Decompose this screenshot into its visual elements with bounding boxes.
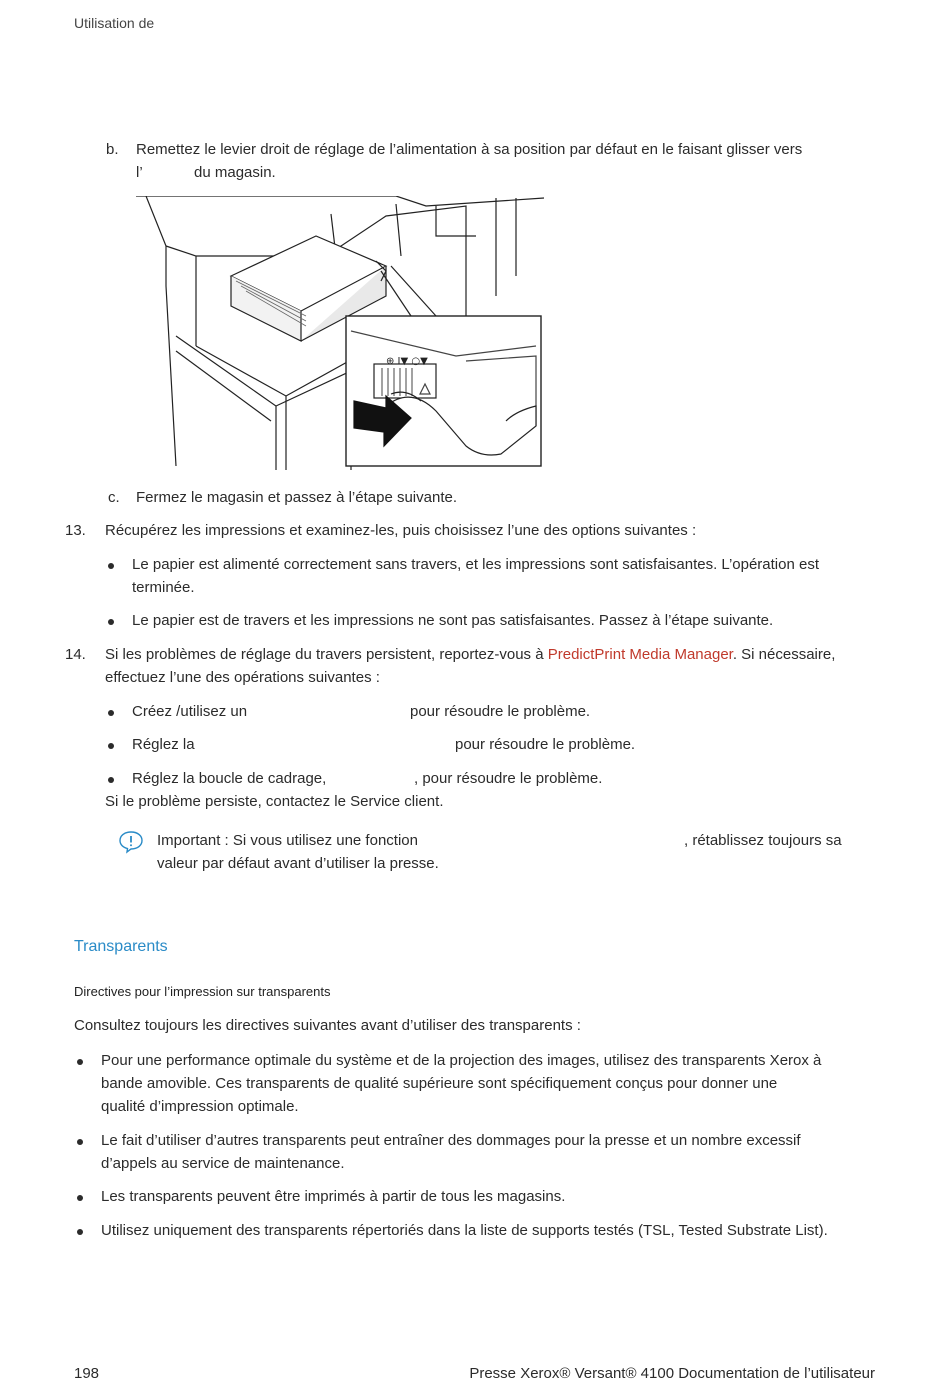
step-14-line2: effectuez l’une des opérations suivantes : <box>105 669 380 686</box>
step-14-marker: 14. <box>65 646 86 663</box>
info-exclamation-icon <box>118 830 144 858</box>
bullet-dot <box>108 743 114 749</box>
step-14-line1 <box>105 644 835 666</box>
svg-text:⊕ I▼ ○▼: ⊕ I▼ ○▼ <box>386 356 428 367</box>
step-14-bullet-2-b: pour résoudre le problème. <box>455 736 636 753</box>
step-b-line1: Remettez le levier droit de réglage de l’alimentation à sa position par défaut en le faisant glisser vers <box>136 141 803 158</box>
tray-lever-illustration <box>136 196 546 470</box>
section-bullet-1-line3: qualité d’impression optimale. <box>101 1098 299 1115</box>
step-c-marker: c. <box>108 489 120 506</box>
bullet-dot <box>77 1229 83 1235</box>
bullet-dot <box>108 777 114 783</box>
section-bullet-1-line1: Pour une performance optimale du système et de la projection des images, utilisez des transparents Xerox à <box>101 1052 822 1069</box>
bullet-dot <box>77 1195 83 1201</box>
bullet-dot <box>77 1059 83 1065</box>
footer-title: Presse Xerox® Versant® 4100 Documentation de l’utilisateur <box>469 1365 875 1382</box>
step-14-bullet-3-a: Réglez la boucle de cadrage, <box>132 770 327 787</box>
step-b-line2-a: l’ <box>136 164 143 181</box>
step-c-text: Fermez le magasin et passez à l’étape suivante. <box>136 489 457 506</box>
step-14-bullet-3-b: , pour résoudre le problème. <box>414 770 603 787</box>
bullet-dot <box>108 563 114 569</box>
step-13-bullet-2-line1: Le papier est de travers et les impressions ne sont pas satisfaisantes. Passez à l’étape suivante. <box>132 612 774 629</box>
step-b-line2-b: du magasin. <box>194 164 276 181</box>
section-title: Transparents <box>74 938 168 955</box>
step-b-marker: b. <box>106 141 119 158</box>
section-bullet-4-line1: Utilisez uniquement des transparents répertoriés dans la liste de supports testés (TSL, Tested Substrate List). <box>101 1222 828 1239</box>
step-14-bullet-1-b: pour résoudre le problème. <box>410 703 591 720</box>
section-bullet-2-line2: d’appels au service de maintenance. <box>101 1155 345 1172</box>
bullet-dot <box>108 619 114 625</box>
section-subtitle: Directives pour l’impression sur transparents <box>74 984 331 999</box>
section-bullet-2-line1: Le fait d’utiliser d’autres transparents peut entraîner des dommages pour la presse et un nombre excessif <box>101 1132 801 1149</box>
step-13-bullet-1-line1: Le papier est alimenté correctement sans travers, et les impressions sont satisfaisantes. L’opération est <box>132 556 820 573</box>
step-14-bullet-2-a: Réglez la <box>132 736 195 753</box>
step-14-line1-a: Si les problèmes de réglage du travers persistent, reportez-vous à <box>105 646 548 663</box>
important-line2: valeur par défaut avant d’utiliser la presse. <box>157 855 439 872</box>
bullet-dot <box>77 1139 83 1145</box>
section-bullet-1-line2: bande amovible. Ces transparents de qualité supérieure sont spécifiquement conçus pour donner une <box>101 1075 778 1092</box>
step-13-text: Récupérez les impressions et examinez-les, puis choisissez l’une des options suivantes : <box>105 522 697 539</box>
step-14-line1-b: . Si nécessaire, <box>732 646 836 663</box>
step-13-bullet-1-line2: terminée. <box>132 579 195 596</box>
running-header: Utilisation de <box>74 15 155 31</box>
page-number: 198 <box>74 1365 100 1382</box>
section-bullet-3-line1: Les transparents peuvent être imprimés à partir de tous les magasins. <box>101 1188 566 1205</box>
predictprint-link[interactable]: PredictPrint Media Manager <box>547 646 733 663</box>
important-line1-b: , rétablissez toujours sa <box>684 832 842 849</box>
step-13-marker: 13. <box>65 522 86 539</box>
bullet-dot <box>108 710 114 716</box>
important-line1-a: Important : Si vous utilisez une fonction <box>157 832 418 849</box>
step-14-bullet-1-a: Créez /utilisez un <box>132 703 248 720</box>
section-intro: Consultez toujours les directives suivantes avant d’utiliser des transparents : <box>74 1017 581 1034</box>
step-14-after: Si le problème persiste, contactez le Service client. <box>105 793 444 810</box>
